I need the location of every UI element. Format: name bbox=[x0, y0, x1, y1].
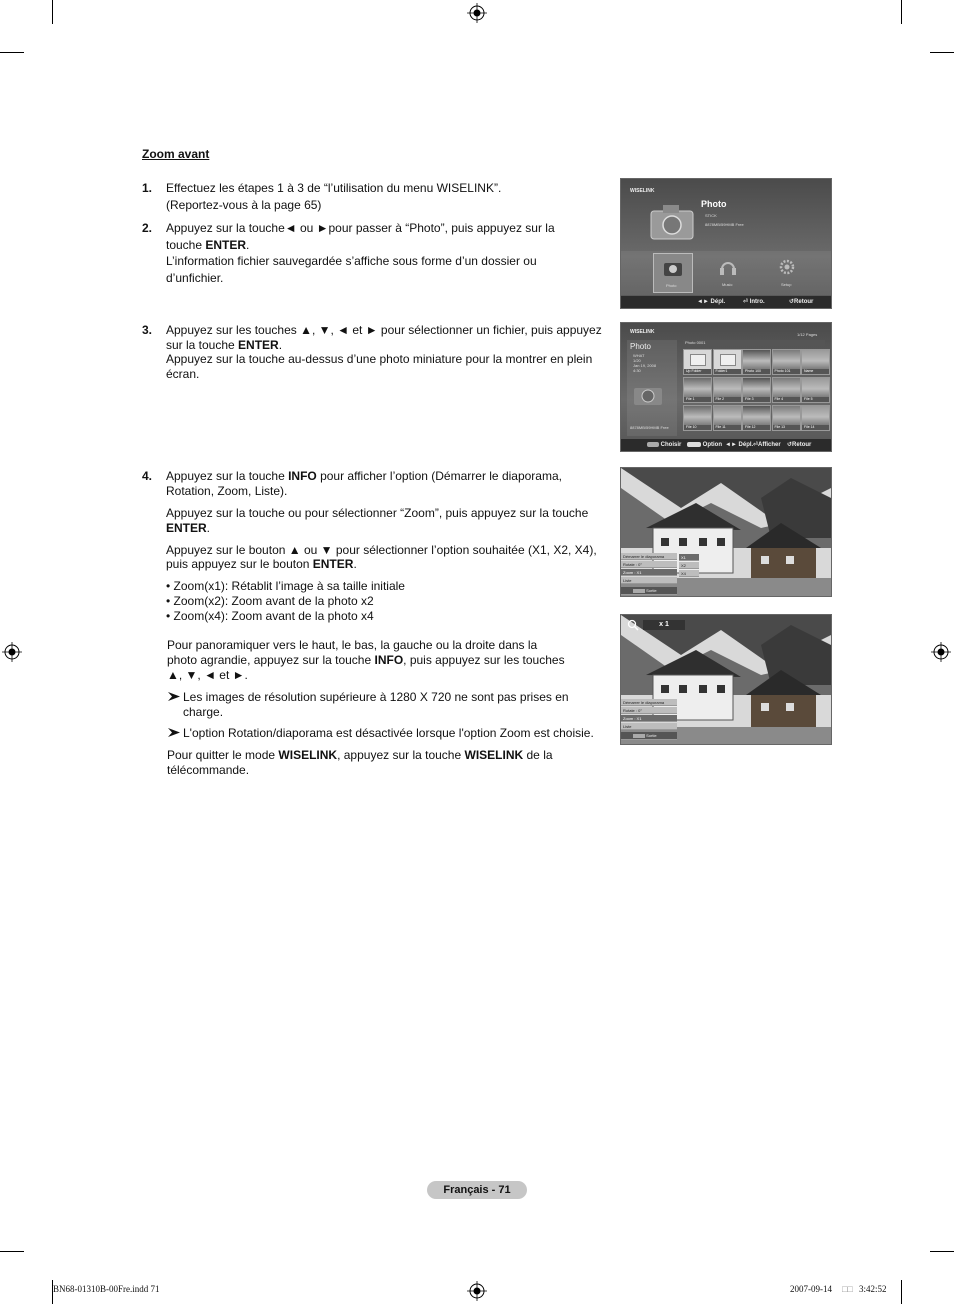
nav-move: ◄► Dépl. bbox=[725, 442, 754, 448]
page-indicator: 1/12 Pages bbox=[797, 332, 818, 337]
step-text: touche ENTER. bbox=[166, 238, 250, 252]
camera-icon bbox=[633, 382, 663, 406]
step-text: ENTER. bbox=[166, 521, 211, 535]
nav-move: ◄► Dépl. bbox=[697, 299, 726, 305]
return-icon: ↺ bbox=[789, 299, 795, 305]
wiselink-main-screenshot bbox=[620, 178, 832, 309]
nav-view: ⏎Afficher bbox=[753, 442, 781, 448]
step-text: Appuyez sur la touche◄ ou ►pour passer à “Photo”, puis appuyez sur la bbox=[166, 221, 555, 235]
menu-item-zoom[interactable]: Zoom : X1 bbox=[621, 715, 677, 722]
step-text: puis appuyez sur le bouton ENTER. bbox=[166, 557, 357, 571]
zoom-option[interactable]: X1 bbox=[679, 554, 699, 561]
folder-header bbox=[683, 340, 825, 346]
note-text: Les images de résolution supérieure à 1280 X 720 ne sont pas prises en bbox=[183, 690, 569, 704]
side-info: Jan 19, 2008 bbox=[633, 363, 657, 368]
bullet-item: • Zoom(x1): Rétablit l’image à sa taille initiale bbox=[166, 579, 405, 593]
photo-thumbnail[interactable] bbox=[801, 405, 830, 431]
crop-mark bbox=[901, 0, 902, 24]
crop-mark bbox=[0, 52, 24, 53]
print-time: 3:42:52 bbox=[859, 1284, 887, 1294]
crop-mark bbox=[0, 1251, 24, 1252]
select-key-icon bbox=[647, 442, 659, 447]
magnifier-icon bbox=[627, 619, 639, 631]
folder-icon bbox=[720, 354, 736, 366]
crop-mark bbox=[52, 0, 53, 24]
zoom-indicator bbox=[627, 619, 685, 631]
device-name: STICK bbox=[705, 213, 717, 218]
menu-item-zoom[interactable]: Zoom : X1 bbox=[621, 569, 677, 576]
nav-return: ↺Retour bbox=[787, 442, 812, 448]
screen-title: Photo bbox=[701, 199, 727, 209]
side-info: WHAT bbox=[633, 353, 645, 358]
photo-thumbnail[interactable] bbox=[772, 349, 801, 375]
thumbnail-label: File 14 bbox=[802, 425, 829, 430]
step-text: photo agrandie, appuyez sur la touche INFO, puis appuyez sur les touches bbox=[167, 653, 565, 667]
step-text: Appuyez sur la touche au-dessus d’une photo miniature pour la montrer en plein bbox=[166, 352, 593, 366]
thumbnail-label: File 10 bbox=[684, 425, 711, 430]
registration-mark-icon bbox=[467, 3, 487, 23]
thumbnail-label: File 13 bbox=[773, 425, 800, 430]
info-key-icon bbox=[687, 442, 701, 447]
option-menu bbox=[621, 693, 679, 745]
thumbnail-label: File 3 bbox=[743, 397, 770, 402]
photo-thumbnail[interactable] bbox=[801, 349, 830, 375]
menu-item-photo[interactable] bbox=[653, 253, 693, 293]
menu-item-rotate[interactable]: Rotate : 0° bbox=[621, 707, 677, 714]
menu-item-slideshow[interactable]: Démarrer le diaporama bbox=[621, 699, 677, 706]
exit-key-icon bbox=[633, 734, 645, 738]
step-text: ▲, ▼, ◄ et ►. bbox=[167, 668, 248, 682]
thumbnail-label: File 5 bbox=[802, 397, 829, 402]
camera-icon bbox=[649, 201, 695, 241]
step-text: Appuyez sur le bouton ▲ ou ▼ pour sélectionner l’option souhaitée (X1, X2, X4), bbox=[166, 543, 597, 557]
menu-item-list[interactable]: Liste bbox=[621, 577, 677, 584]
print-date: 2007-09-14 bbox=[790, 1284, 832, 1294]
headphones-icon bbox=[719, 258, 737, 276]
photo-browser-screenshot bbox=[620, 322, 832, 452]
step-text: télécommande. bbox=[167, 763, 250, 777]
folder-label: Photo 0001 bbox=[685, 340, 706, 345]
nav-select: Choisir bbox=[647, 439, 681, 451]
nav-enter: ⏎ Intro. bbox=[743, 299, 765, 305]
photo-thumbnail[interactable] bbox=[772, 377, 801, 403]
registration-mark-icon bbox=[467, 1281, 487, 1301]
nav-return: ↺Retour bbox=[789, 299, 814, 305]
page-number: Français - 71 bbox=[427, 1181, 527, 1199]
step-number: 4. bbox=[142, 469, 153, 483]
menu-item-setup[interactable] bbox=[769, 255, 805, 291]
exit-key-icon bbox=[633, 589, 645, 593]
photo-icon bbox=[663, 258, 683, 278]
crop-mark bbox=[901, 1280, 902, 1304]
section-title: Zoom avant bbox=[142, 147, 210, 161]
crop-mark bbox=[930, 52, 954, 53]
side-info: 4:30 bbox=[633, 368, 641, 373]
nav-bar bbox=[621, 439, 831, 451]
thumbnail-label: Name bbox=[802, 369, 829, 374]
registration-mark-icon bbox=[2, 642, 22, 662]
thumbnail-label: File 1 bbox=[684, 397, 711, 402]
menu-item-music[interactable] bbox=[710, 255, 746, 291]
enter-icon: ⏎ bbox=[753, 442, 759, 448]
photo-options-screenshot bbox=[620, 467, 832, 597]
thumbnail-label: File 12 bbox=[743, 425, 770, 430]
crop-mark bbox=[930, 1251, 954, 1252]
photo-thumbnail[interactable] bbox=[801, 377, 830, 403]
photo-thumbnail[interactable] bbox=[683, 405, 712, 431]
step-text: écran. bbox=[166, 367, 200, 381]
note-arrow-icon bbox=[168, 692, 180, 701]
option-menu bbox=[621, 546, 677, 597]
step-text: Appuyez sur la touche INFO pour afficher l’option (Démarrer le diaporama, bbox=[166, 469, 562, 483]
nav-bar bbox=[621, 296, 831, 308]
menu-item-rotate[interactable]: Rotate : 0° bbox=[621, 561, 677, 568]
step-number: 1. bbox=[142, 181, 153, 195]
thumbnail-label: File 4 bbox=[773, 397, 800, 402]
step-text: L’information fichier sauvegardée s’affiche sous forme d’un dossier ou bbox=[166, 254, 537, 268]
nav-option: Option bbox=[687, 439, 722, 451]
photo-thumbnail[interactable] bbox=[713, 405, 742, 431]
step-text: d’unfichier. bbox=[166, 271, 224, 285]
menu-label: Setup bbox=[781, 282, 792, 287]
bullet-item: • Zoom(x4): Zoom avant de la photo x4 bbox=[166, 609, 374, 623]
folder-thumbnail[interactable] bbox=[683, 349, 712, 375]
note-text: charge. bbox=[183, 705, 224, 719]
wiselink-logo: WISELINK bbox=[630, 329, 655, 335]
thumbnail-label: Photo 101 bbox=[773, 369, 800, 374]
folder-thumbnail[interactable] bbox=[713, 349, 742, 375]
bullet-item: • Zoom(x2): Zoom avant de la photo x2 bbox=[166, 594, 374, 608]
zoom-option[interactable]: X2 bbox=[679, 562, 699, 569]
menu-label: Photo bbox=[666, 283, 677, 288]
free-space: 8878MB/59HMB Free bbox=[705, 222, 744, 227]
free-space: 8878MB/59HMB Free bbox=[630, 425, 669, 430]
thumbnail-label: File 2 bbox=[714, 397, 741, 402]
exit-row bbox=[621, 732, 677, 740]
thumbnail-label: Photo 100 bbox=[743, 369, 770, 374]
print-boxes: □□ bbox=[842, 1284, 853, 1294]
photo-thumbnail[interactable] bbox=[742, 377, 771, 403]
file-name: BN68-01310B-00Fre.indd 71 bbox=[53, 1284, 160, 1294]
step-text: Effectuez les étapes 1 à 3 de “l’utilisation du menu WISELINK”. bbox=[166, 181, 502, 195]
step-number: 2. bbox=[142, 221, 153, 235]
menu-item-slideshow[interactable]: Démarrer le diaporama bbox=[621, 553, 677, 560]
zoom-submenu bbox=[679, 554, 699, 578]
photo-thumbnail[interactable] bbox=[713, 377, 742, 403]
photo-thumbnail[interactable] bbox=[683, 377, 712, 403]
side-panel bbox=[627, 340, 677, 436]
step-number: 3. bbox=[142, 323, 153, 337]
enter-icon: ⏎ bbox=[743, 299, 749, 305]
step-text: sur la touche ENTER. bbox=[166, 338, 283, 352]
step-text: Rotation, Zoom, Liste). bbox=[166, 484, 288, 498]
screen-title: Photo bbox=[630, 342, 651, 351]
photo-thumbnail[interactable] bbox=[742, 349, 771, 375]
note-arrow-icon bbox=[168, 728, 180, 737]
step-text: Appuyez sur la touche ou pour sélectionner “Zoom”, puis appuyez sur la touche bbox=[166, 506, 589, 520]
step-text: (Reportez-vous à la page 65) bbox=[166, 198, 322, 212]
wiselink-logo: WISELINK bbox=[630, 188, 655, 194]
return-icon: ↺ bbox=[787, 442, 793, 448]
zoom-option[interactable]: X4 bbox=[679, 570, 699, 577]
thumbnail-label: File 11 bbox=[714, 425, 741, 430]
side-info: 1/20 bbox=[633, 358, 641, 363]
thumbnail-label: Up Folder bbox=[684, 369, 711, 374]
step-text: Appuyez sur les touches ▲, ▼, ◄ et ► pour sélectionner un fichier, puis appuyez bbox=[166, 323, 602, 337]
photo-thumbnail[interactable] bbox=[742, 405, 771, 431]
photo-thumbnail[interactable] bbox=[772, 405, 801, 431]
step-text: Pour quitter le mode WISELINK, appuyez sur la touche WISELINK de la bbox=[167, 748, 553, 762]
exit-label[interactable]: Sortie bbox=[646, 733, 657, 738]
folder-icon bbox=[690, 354, 706, 366]
gear-icon bbox=[778, 258, 796, 276]
thumbnail-label: Folder1 bbox=[714, 369, 741, 374]
zoomed-photo-screenshot bbox=[620, 614, 832, 745]
registration-mark-icon bbox=[931, 642, 951, 662]
menu-label: Music bbox=[722, 282, 733, 287]
menu-item-list[interactable]: Liste bbox=[621, 723, 677, 730]
note-text: L'option Rotation/diaporama est désactivée lorsque l'option Zoom est choisie. bbox=[183, 726, 594, 740]
step-text: Pour panoramiquer vers le haut, le bas, la gauche ou la droite dans la bbox=[167, 638, 538, 652]
exit-row bbox=[621, 587, 677, 595]
exit-label[interactable]: Sortie bbox=[646, 588, 657, 593]
zoom-level: x 1 bbox=[643, 620, 685, 630]
